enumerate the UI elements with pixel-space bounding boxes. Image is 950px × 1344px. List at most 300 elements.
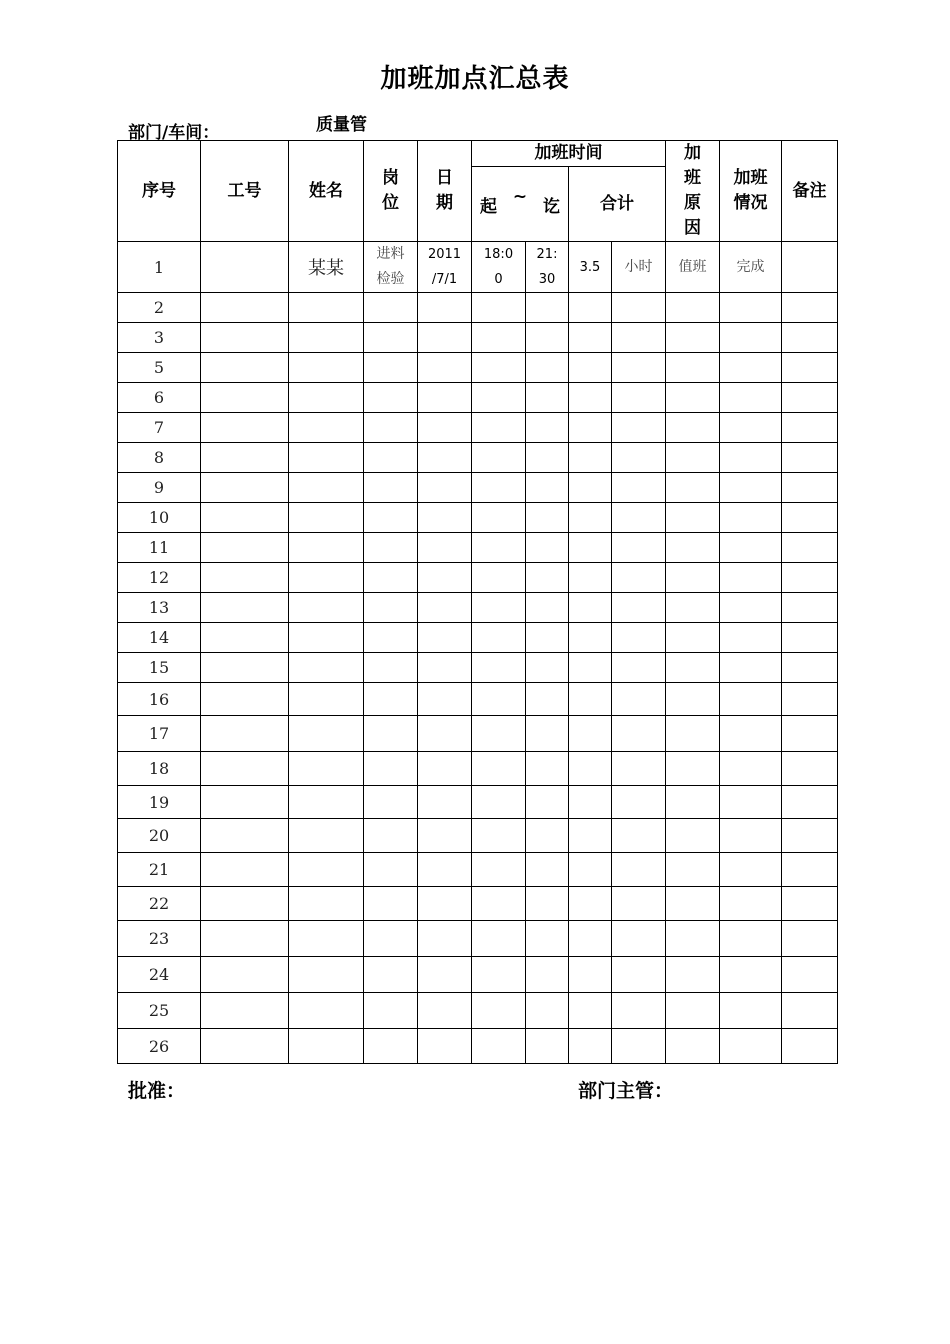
table-cell[interactable] [612, 887, 666, 921]
table-cell[interactable] [612, 819, 666, 853]
table-cell[interactable] [612, 503, 666, 533]
table-cell[interactable] [418, 593, 472, 623]
table-cell[interactable] [418, 853, 472, 887]
table-cell[interactable] [472, 623, 526, 653]
cell-start[interactable]: 18:0 0 [472, 242, 526, 293]
table-cell[interactable] [201, 443, 289, 473]
table-cell[interactable] [418, 921, 472, 957]
table-cell[interactable] [289, 786, 364, 819]
table-cell[interactable] [569, 593, 612, 623]
table-cell[interactable] [612, 593, 666, 623]
table-cell[interactable] [472, 593, 526, 623]
table-cell[interactable] [201, 819, 289, 853]
table-cell[interactable] [526, 323, 569, 353]
table-cell[interactable] [201, 293, 289, 323]
cell-seq[interactable]: 24 [118, 957, 201, 993]
cell-emp-id[interactable] [201, 242, 289, 293]
table-cell[interactable] [666, 993, 720, 1029]
cell-reason[interactable]: 值班 [666, 242, 720, 293]
table-cell[interactable] [782, 473, 838, 503]
table-cell[interactable] [289, 533, 364, 563]
table-cell[interactable] [612, 323, 666, 353]
table-cell[interactable] [569, 293, 612, 323]
table-cell[interactable] [201, 593, 289, 623]
table-cell[interactable] [612, 533, 666, 563]
table-cell[interactable] [612, 443, 666, 473]
table-cell[interactable] [418, 819, 472, 853]
table-cell[interactable] [782, 623, 838, 653]
table-cell[interactable] [289, 752, 364, 786]
table-cell[interactable] [569, 957, 612, 993]
table-cell[interactable] [569, 443, 612, 473]
table-cell[interactable] [720, 853, 782, 887]
table-cell[interactable] [364, 443, 418, 473]
table-cell[interactable] [364, 593, 418, 623]
table-cell[interactable] [569, 1029, 612, 1064]
table-cell[interactable] [201, 623, 289, 653]
table-cell[interactable] [569, 353, 612, 383]
cell-seq[interactable]: 22 [118, 887, 201, 921]
table-cell[interactable] [569, 921, 612, 957]
table-cell[interactable] [201, 563, 289, 593]
table-cell[interactable] [526, 503, 569, 533]
table-cell[interactable] [418, 683, 472, 716]
table-cell[interactable] [364, 293, 418, 323]
table-cell[interactable] [720, 623, 782, 653]
cell-seq[interactable]: 13 [118, 593, 201, 623]
cell-seq[interactable]: 21 [118, 853, 201, 887]
table-cell[interactable] [612, 683, 666, 716]
table-cell[interactable] [526, 921, 569, 957]
table-cell[interactable] [720, 957, 782, 993]
table-cell[interactable] [364, 473, 418, 503]
table-cell[interactable] [720, 593, 782, 623]
table-cell[interactable] [782, 957, 838, 993]
table-cell[interactable] [720, 921, 782, 957]
table-cell[interactable] [472, 473, 526, 503]
table-cell[interactable] [472, 443, 526, 473]
table-cell[interactable] [782, 353, 838, 383]
table-cell[interactable] [201, 752, 289, 786]
table-cell[interactable] [612, 293, 666, 323]
cell-seq[interactable]: 9 [118, 473, 201, 503]
table-cell[interactable] [364, 716, 418, 752]
table-cell[interactable] [364, 1029, 418, 1064]
table-cell[interactable] [472, 653, 526, 683]
cell-name[interactable]: 某某 [289, 242, 364, 293]
cell-seq[interactable]: 2 [118, 293, 201, 323]
table-cell[interactable] [364, 921, 418, 957]
table-cell[interactable] [472, 533, 526, 563]
table-cell[interactable] [201, 503, 289, 533]
table-cell[interactable] [666, 716, 720, 752]
table-cell[interactable] [418, 293, 472, 323]
table-cell[interactable] [569, 623, 612, 653]
cell-end[interactable]: 21: 30 [526, 242, 569, 293]
table-cell[interactable] [612, 473, 666, 503]
table-cell[interactable] [782, 716, 838, 752]
table-cell[interactable] [472, 323, 526, 353]
table-cell[interactable] [720, 413, 782, 443]
table-cell[interactable] [418, 413, 472, 443]
table-cell[interactable] [569, 683, 612, 716]
table-cell[interactable] [526, 993, 569, 1029]
table-cell[interactable] [526, 887, 569, 921]
table-cell[interactable] [472, 383, 526, 413]
table-cell[interactable] [720, 353, 782, 383]
table-cell[interactable] [289, 683, 364, 716]
table-cell[interactable] [418, 887, 472, 921]
table-cell[interactable] [782, 752, 838, 786]
table-cell[interactable] [472, 957, 526, 993]
table-cell[interactable] [418, 503, 472, 533]
table-cell[interactable] [720, 887, 782, 921]
table-cell[interactable] [418, 473, 472, 503]
table-cell[interactable] [720, 683, 782, 716]
table-cell[interactable] [720, 563, 782, 593]
table-cell[interactable] [666, 503, 720, 533]
table-cell[interactable] [666, 413, 720, 443]
cell-date[interactable]: 2011 /7/1 [418, 242, 472, 293]
table-cell[interactable] [289, 993, 364, 1029]
table-cell[interactable] [569, 473, 612, 503]
table-cell[interactable] [201, 786, 289, 819]
table-cell[interactable] [472, 413, 526, 443]
table-cell[interactable] [289, 819, 364, 853]
table-cell[interactable] [364, 563, 418, 593]
table-cell[interactable] [472, 1029, 526, 1064]
table-cell[interactable] [526, 752, 569, 786]
table-cell[interactable] [526, 853, 569, 887]
table-cell[interactable] [782, 593, 838, 623]
table-cell[interactable] [666, 887, 720, 921]
cell-post[interactable]: 进料 检验 [364, 242, 418, 293]
table-cell[interactable] [666, 683, 720, 716]
cell-seq[interactable]: 6 [118, 383, 201, 413]
table-cell[interactable] [782, 323, 838, 353]
table-cell[interactable] [569, 887, 612, 921]
table-cell[interactable] [418, 653, 472, 683]
table-cell[interactable] [418, 323, 472, 353]
table-cell[interactable] [201, 413, 289, 443]
table-cell[interactable] [782, 819, 838, 853]
table-cell[interactable] [526, 413, 569, 443]
table-cell[interactable] [289, 623, 364, 653]
cell-seq[interactable]: 14 [118, 623, 201, 653]
table-cell[interactable] [569, 716, 612, 752]
table-cell[interactable] [612, 413, 666, 443]
table-cell[interactable] [472, 683, 526, 716]
table-cell[interactable] [526, 353, 569, 383]
table-cell[interactable] [720, 752, 782, 786]
table-cell[interactable] [720, 323, 782, 353]
table-cell[interactable] [666, 563, 720, 593]
table-cell[interactable] [612, 623, 666, 653]
table-cell[interactable] [666, 293, 720, 323]
table-cell[interactable] [526, 563, 569, 593]
cell-seq[interactable]: 7 [118, 413, 201, 443]
table-cell[interactable] [201, 473, 289, 503]
table-cell[interactable] [289, 323, 364, 353]
table-cell[interactable] [612, 563, 666, 593]
table-cell[interactable] [364, 957, 418, 993]
cell-seq[interactable]: 15 [118, 653, 201, 683]
table-cell[interactable] [569, 563, 612, 593]
table-cell[interactable] [666, 533, 720, 563]
table-cell[interactable] [364, 887, 418, 921]
table-cell[interactable] [569, 993, 612, 1029]
table-cell[interactable] [201, 993, 289, 1029]
table-cell[interactable] [201, 353, 289, 383]
cell-seq[interactable]: 12 [118, 563, 201, 593]
table-cell[interactable] [612, 353, 666, 383]
table-cell[interactable] [364, 752, 418, 786]
table-cell[interactable] [782, 443, 838, 473]
table-cell[interactable] [720, 716, 782, 752]
table-cell[interactable] [418, 786, 472, 819]
table-cell[interactable] [720, 1029, 782, 1064]
cell-unit[interactable]: 小时 [612, 242, 666, 293]
table-cell[interactable] [418, 443, 472, 473]
table-cell[interactable] [472, 563, 526, 593]
table-cell[interactable] [526, 623, 569, 653]
table-cell[interactable] [472, 853, 526, 887]
cell-seq[interactable]: 10 [118, 503, 201, 533]
cell-seq[interactable]: 3 [118, 323, 201, 353]
table-cell[interactable] [569, 323, 612, 353]
table-cell[interactable] [364, 653, 418, 683]
table-cell[interactable] [782, 293, 838, 323]
table-cell[interactable] [666, 383, 720, 413]
table-cell[interactable] [472, 293, 526, 323]
table-cell[interactable] [526, 533, 569, 563]
cell-seq[interactable]: 23 [118, 921, 201, 957]
table-cell[interactable] [472, 921, 526, 957]
table-cell[interactable] [782, 563, 838, 593]
table-cell[interactable] [720, 473, 782, 503]
table-cell[interactable] [364, 533, 418, 563]
table-cell[interactable] [720, 503, 782, 533]
table-cell[interactable] [201, 921, 289, 957]
table-cell[interactable] [569, 786, 612, 819]
table-cell[interactable] [720, 293, 782, 323]
table-cell[interactable] [418, 563, 472, 593]
table-cell[interactable] [364, 623, 418, 653]
table-cell[interactable] [289, 383, 364, 413]
table-cell[interactable] [782, 413, 838, 443]
table-cell[interactable] [526, 786, 569, 819]
table-cell[interactable] [418, 993, 472, 1029]
table-cell[interactable] [666, 786, 720, 819]
table-cell[interactable] [666, 593, 720, 623]
cell-seq[interactable]: 1 [118, 242, 201, 293]
table-cell[interactable] [201, 533, 289, 563]
table-cell[interactable] [472, 819, 526, 853]
table-cell[interactable] [201, 887, 289, 921]
table-cell[interactable] [569, 853, 612, 887]
table-cell[interactable] [364, 353, 418, 383]
table-cell[interactable] [526, 293, 569, 323]
table-cell[interactable] [612, 957, 666, 993]
cell-status[interactable]: 完成 [720, 242, 782, 293]
table-cell[interactable] [418, 957, 472, 993]
table-cell[interactable] [472, 786, 526, 819]
table-cell[interactable] [612, 716, 666, 752]
table-cell[interactable] [526, 957, 569, 993]
cell-seq[interactable]: 8 [118, 443, 201, 473]
table-cell[interactable] [201, 323, 289, 353]
table-cell[interactable] [289, 443, 364, 473]
table-cell[interactable] [418, 1029, 472, 1064]
table-cell[interactable] [201, 383, 289, 413]
table-cell[interactable] [289, 853, 364, 887]
table-cell[interactable] [526, 443, 569, 473]
table-cell[interactable] [472, 716, 526, 752]
table-cell[interactable] [418, 533, 472, 563]
table-cell[interactable] [472, 503, 526, 533]
table-cell[interactable] [720, 443, 782, 473]
table-cell[interactable] [418, 752, 472, 786]
table-cell[interactable] [526, 683, 569, 716]
table-cell[interactable] [720, 653, 782, 683]
table-cell[interactable] [364, 383, 418, 413]
table-cell[interactable] [612, 653, 666, 683]
table-cell[interactable] [612, 921, 666, 957]
table-cell[interactable] [526, 473, 569, 503]
cell-seq[interactable]: 18 [118, 752, 201, 786]
cell-seq[interactable]: 25 [118, 993, 201, 1029]
table-cell[interactable] [612, 752, 666, 786]
table-cell[interactable] [666, 443, 720, 473]
table-cell[interactable] [612, 1029, 666, 1064]
table-cell[interactable] [782, 993, 838, 1029]
cell-seq[interactable]: 16 [118, 683, 201, 716]
table-cell[interactable] [526, 593, 569, 623]
table-cell[interactable] [720, 533, 782, 563]
table-cell[interactable] [569, 383, 612, 413]
table-cell[interactable] [201, 653, 289, 683]
table-cell[interactable] [569, 819, 612, 853]
table-cell[interactable] [569, 533, 612, 563]
cell-remark[interactable] [782, 242, 838, 293]
cell-hours[interactable]: 3.5 [569, 242, 612, 293]
table-cell[interactable] [720, 993, 782, 1029]
cell-seq[interactable]: 19 [118, 786, 201, 819]
table-cell[interactable] [666, 752, 720, 786]
table-cell[interactable] [418, 716, 472, 752]
table-cell[interactable] [666, 353, 720, 383]
table-cell[interactable] [666, 957, 720, 993]
table-cell[interactable] [364, 503, 418, 533]
table-cell[interactable] [612, 786, 666, 819]
table-cell[interactable] [364, 993, 418, 1029]
table-cell[interactable] [289, 716, 364, 752]
table-cell[interactable] [201, 853, 289, 887]
table-cell[interactable] [666, 853, 720, 887]
table-cell[interactable] [418, 383, 472, 413]
table-cell[interactable] [782, 533, 838, 563]
table-cell[interactable] [666, 623, 720, 653]
table-cell[interactable] [289, 293, 364, 323]
table-cell[interactable] [289, 563, 364, 593]
table-cell[interactable] [201, 1029, 289, 1064]
table-cell[interactable] [720, 383, 782, 413]
table-cell[interactable] [201, 683, 289, 716]
table-cell[interactable] [472, 752, 526, 786]
table-cell[interactable] [666, 653, 720, 683]
table-cell[interactable] [612, 383, 666, 413]
table-cell[interactable] [472, 353, 526, 383]
table-cell[interactable] [364, 786, 418, 819]
table-cell[interactable] [418, 353, 472, 383]
cell-seq[interactable]: 5 [118, 353, 201, 383]
table-cell[interactable] [720, 786, 782, 819]
cell-seq[interactable]: 20 [118, 819, 201, 853]
table-cell[interactable] [289, 353, 364, 383]
table-cell[interactable] [289, 887, 364, 921]
table-cell[interactable] [569, 653, 612, 683]
table-cell[interactable] [782, 1029, 838, 1064]
table-cell[interactable] [364, 323, 418, 353]
table-cell[interactable] [289, 473, 364, 503]
table-cell[interactable] [666, 323, 720, 353]
table-cell[interactable] [289, 921, 364, 957]
department-value[interactable]: 质量管 [316, 115, 367, 135]
table-cell[interactable] [526, 653, 569, 683]
table-cell[interactable] [526, 1029, 569, 1064]
table-cell[interactable] [612, 853, 666, 887]
table-cell[interactable] [364, 683, 418, 716]
table-cell[interactable] [289, 593, 364, 623]
table-cell[interactable] [289, 503, 364, 533]
table-cell[interactable] [782, 653, 838, 683]
table-cell[interactable] [526, 819, 569, 853]
table-cell[interactable] [720, 819, 782, 853]
table-cell[interactable] [666, 1029, 720, 1064]
table-cell[interactable] [289, 413, 364, 443]
cell-seq[interactable]: 17 [118, 716, 201, 752]
table-cell[interactable] [612, 993, 666, 1029]
table-cell[interactable] [569, 503, 612, 533]
table-cell[interactable] [289, 957, 364, 993]
table-cell[interactable] [569, 413, 612, 443]
table-cell[interactable] [364, 413, 418, 443]
cell-seq[interactable]: 26 [118, 1029, 201, 1064]
table-cell[interactable] [472, 993, 526, 1029]
table-cell[interactable] [418, 623, 472, 653]
table-cell[interactable] [666, 473, 720, 503]
table-cell[interactable] [569, 752, 612, 786]
table-cell[interactable] [782, 503, 838, 533]
table-cell[interactable] [201, 957, 289, 993]
table-cell[interactable] [782, 887, 838, 921]
cell-seq[interactable]: 11 [118, 533, 201, 563]
table-cell[interactable] [289, 653, 364, 683]
table-cell[interactable] [364, 853, 418, 887]
table-cell[interactable] [472, 887, 526, 921]
table-cell[interactable] [526, 383, 569, 413]
table-cell[interactable] [782, 786, 838, 819]
table-cell[interactable] [201, 716, 289, 752]
table-cell[interactable] [289, 1029, 364, 1064]
table-cell[interactable] [364, 819, 418, 853]
table-cell[interactable] [666, 819, 720, 853]
table-cell[interactable] [782, 921, 838, 957]
table-cell[interactable] [666, 921, 720, 957]
table-cell[interactable] [782, 383, 838, 413]
table-cell[interactable] [526, 716, 569, 752]
table-cell[interactable] [782, 853, 838, 887]
